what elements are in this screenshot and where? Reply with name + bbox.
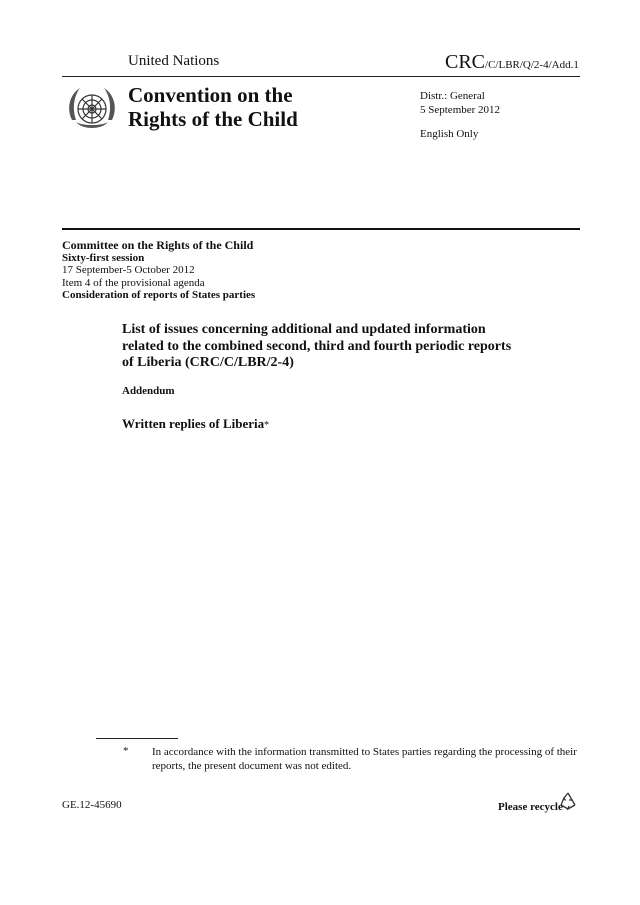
language-note: English Only bbox=[420, 128, 479, 140]
convention-title-line1: Convention on the bbox=[128, 83, 293, 107]
addendum-label: Addendum bbox=[122, 385, 175, 397]
recycle-label: Please recycle bbox=[498, 801, 563, 813]
recycle-icon bbox=[558, 791, 578, 811]
footnote-rule bbox=[96, 738, 178, 739]
session-name: Sixty-first session bbox=[62, 251, 145, 264]
footnote-text: In accordance with the information transmitted to States parties regarding the processing of their reports, the present document was not edited. bbox=[152, 746, 577, 772]
convention-title bbox=[128, 83, 298, 131]
footnote-reference[interactable]: * bbox=[264, 420, 270, 431]
un-emblem-icon bbox=[64, 82, 120, 138]
session-dates: 17 September-5 October 2012 bbox=[62, 264, 195, 276]
replies-title bbox=[122, 416, 269, 432]
document-symbol-rest: /C/LBR/Q/2-4/Add.1 bbox=[485, 59, 579, 71]
issues-title: List of issues concerning additional and updated information related to the combined second, third and fourth periodic reports of Liberia (CRC/C/LBR/2-4) bbox=[122, 322, 512, 370]
document-number: GE.12-45690 bbox=[62, 799, 122, 811]
organization-name: United Nations bbox=[128, 53, 220, 69]
document-date: 5 September 2012 bbox=[420, 104, 501, 116]
document-symbol-main: CRC bbox=[445, 51, 486, 73]
convention-title-line2: Rights of the Child bbox=[128, 107, 298, 131]
distribution-info bbox=[420, 89, 500, 117]
agenda-consideration: Consideration of reports of States parties bbox=[62, 289, 256, 301]
replies-title-text: Written replies of Liberia bbox=[122, 416, 265, 431]
committee-name: Committee on the Rights of the Child bbox=[62, 238, 254, 252]
committee-block bbox=[62, 239, 255, 302]
footnote-mark: * bbox=[123, 745, 129, 757]
agenda-item: Item 4 of the provisional agenda bbox=[62, 276, 205, 289]
header-rule bbox=[62, 76, 580, 77]
section-rule bbox=[62, 228, 580, 230]
document-symbol bbox=[445, 51, 579, 74]
distribution: Distr.: General bbox=[420, 90, 485, 102]
